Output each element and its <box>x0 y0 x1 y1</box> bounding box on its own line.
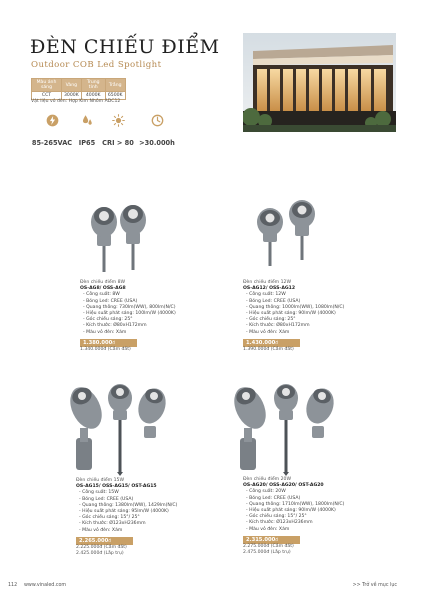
cct-value-cell: CCT <box>32 92 62 100</box>
page-title: ĐÈN CHIẾU ĐIỂM <box>30 36 220 58</box>
spec-item: - Hiệu suất phát sáng: 100lm/W (4000K) <box>83 311 176 317</box>
spec-item: - Quang thông: 1710lm(WW), 1800lm(N/C) <box>246 501 345 507</box>
spec-item: - Quang thông: 730lm(WW), 800lm(N/C) <box>83 304 176 310</box>
price-badge <box>76 537 133 545</box>
spec-item: - Kích thước: Ø123xH236mm <box>79 521 146 527</box>
spec-item: - Bóng Led: CREE (USA) <box>83 298 138 304</box>
spec-item: - Kích thước: Ø80xH172mm <box>83 323 147 329</box>
spec-list <box>243 489 344 532</box>
spec-item: - Màu vỏ đèn: Xám <box>83 329 127 335</box>
spec-item: - Quang thông: 1380lm(WW), 1429lm(N/C) <box>79 502 178 508</box>
price-variant: 2.225.000đ (Cắm đất) <box>76 545 127 551</box>
spotlight-fixture <box>134 385 171 438</box>
feature-label: IP65 <box>78 139 96 147</box>
spec-item: - Công suất: 8W <box>83 292 120 298</box>
feature-label: CRI > 80 <box>102 139 134 147</box>
product-card-20w <box>243 477 344 556</box>
spotlight-fixture <box>302 385 339 438</box>
spec-item: - Bóng Led: CREE (USA) <box>246 298 301 304</box>
feature-lifetime <box>139 114 175 149</box>
spec-item: - Công suất: 12W <box>246 292 286 298</box>
spec-item: - Hiệu suất phát sáng: 90lm/W (4000K) <box>246 311 336 317</box>
product-card-8w <box>80 280 176 353</box>
spotlight-fixture <box>120 205 146 270</box>
product-name: Đèn chiếu điểm 15W <box>76 478 125 483</box>
feature-label: >30.000h <box>139 139 175 147</box>
product-card-12w <box>243 280 344 353</box>
clock-icon <box>151 114 164 127</box>
price-value: 2.265.000 <box>79 537 109 544</box>
cct-header-cell: Trung tính <box>81 79 105 92</box>
spotlight-fixture <box>274 384 298 476</box>
spec-list <box>80 292 176 335</box>
spec-item: - Màu vỏ đèn: Xám <box>246 526 290 532</box>
feature-voltage <box>30 114 74 149</box>
spec-item: - Màu vỏ đèn: Xám <box>79 527 123 533</box>
page-number: 112 <box>8 583 18 588</box>
spec-item: - Góc chiếu sáng: 15°/ 25° <box>246 514 307 520</box>
spec-item: - Góc chiếu sáng: 25° <box>83 317 133 323</box>
price-variant: 2.275.000đ (Cắm đất) <box>243 544 294 550</box>
cct-value-cell: 6500K <box>105 92 125 100</box>
back-to-contents-link[interactable]: >> Trở về mục lục <box>352 583 397 588</box>
product-code: OS-AG8/ OSS-AG8 <box>80 286 126 292</box>
building-photo <box>243 33 396 132</box>
price-unit: đ <box>108 537 111 543</box>
product-name: Đèn chiếu điểm 20W <box>243 477 292 482</box>
product-code: OS-AG12/ OSS-AG12 <box>243 286 296 292</box>
sun-icon <box>112 114 125 127</box>
water-drops-icon <box>81 114 94 127</box>
product-image-20w <box>232 376 342 476</box>
price-badge <box>80 339 137 347</box>
spec-item: - Kích thước: Ø123xH236mm <box>246 520 313 526</box>
page-subtitle: Outdoor COB Led Spotlight <box>31 60 162 70</box>
spec-item: - Bóng Led: CREE (USA) <box>79 496 134 502</box>
price-variant: 1.340.000đ (Cắm đất) <box>80 347 131 353</box>
product-image-15w <box>68 376 173 476</box>
price-badge <box>243 339 300 347</box>
product-image-12w <box>250 200 335 272</box>
material-note: Vật liệu vỏ đèn: Hợp Kim Nhôm ADC12 <box>31 99 121 104</box>
spec-list <box>243 292 344 335</box>
price-value: 1.430.000 <box>246 339 276 346</box>
feature-cri <box>101 114 135 149</box>
website-link[interactable]: www.vinaled.com <box>24 583 67 588</box>
price-unit: đ <box>275 339 278 345</box>
spec-item: - Công suất: 15W <box>79 490 119 496</box>
product-code: OS-AG20/ OSS-AG20/ OST-AG20 <box>243 483 324 489</box>
cct-header-cell: Vàng <box>62 79 82 92</box>
spotlight-fixture <box>232 382 272 470</box>
spec-item: - Công suất: 20W <box>246 489 286 495</box>
price-value: 2.315.000 <box>246 536 276 543</box>
spec-item: - Hiệu suất phát sáng: 95lm/W (4000K) <box>79 509 169 515</box>
feature-ip <box>74 114 100 149</box>
spotlight-fixture <box>289 200 315 260</box>
spec-list <box>76 490 177 533</box>
cct-header-cell: Màu ánh sáng <box>32 79 62 92</box>
cct-value-cell: 3000K <box>62 92 82 100</box>
price-badge <box>243 536 300 544</box>
spotlight-fixture <box>108 384 132 476</box>
spec-item: - Góc chiếu sáng: 25° <box>246 317 296 323</box>
cct-table <box>31 78 126 100</box>
product-image-8w <box>82 200 167 278</box>
product-name: Đèn chiếu điểm 12W <box>243 280 292 285</box>
product-code: OS-AG15/ OSS-AG15/ OST-AG15 <box>76 484 157 490</box>
spec-item: - Bóng Led: CREE (USA) <box>246 495 301 501</box>
spec-item: - Góc chiếu sáng: 15°/ 25° <box>79 515 140 521</box>
cct-header-cell: Trắng <box>105 79 125 92</box>
price-variant: 2.425.000đ (Lắp trụ) <box>76 551 124 557</box>
spotlight-fixture <box>91 207 117 272</box>
spec-item: - Kích thước: Ø80xH172mm <box>246 323 310 329</box>
feature-label: 85-265VAC <box>31 139 73 147</box>
product-card-15w <box>76 478 177 557</box>
price-variant: 1.390.000đ (Cắm đất) <box>243 347 294 353</box>
spec-item: - Màu vỏ đèn: Xám <box>246 329 290 335</box>
price-unit: đ <box>112 339 115 345</box>
lightning-icon <box>46 114 59 127</box>
spotlight-fixture <box>257 208 283 266</box>
price-unit: đ <box>275 536 278 542</box>
price-value: 1.380.000 <box>83 339 113 346</box>
spec-item: - Hiệu suất phát sáng: 90lm/W (4000K) <box>246 508 336 514</box>
spec-item: - Quang thông: 1000lm(WW), 1080lm(N/C) <box>246 304 345 310</box>
price-variant: 2.475.000đ (Lắp trụ) <box>243 550 291 556</box>
cct-value-cell: 4000K <box>81 92 105 100</box>
product-name: Đèn chiếu điểm 8W <box>80 280 126 285</box>
cct-table-header-row <box>32 79 126 92</box>
spotlight-fixture <box>68 382 108 470</box>
